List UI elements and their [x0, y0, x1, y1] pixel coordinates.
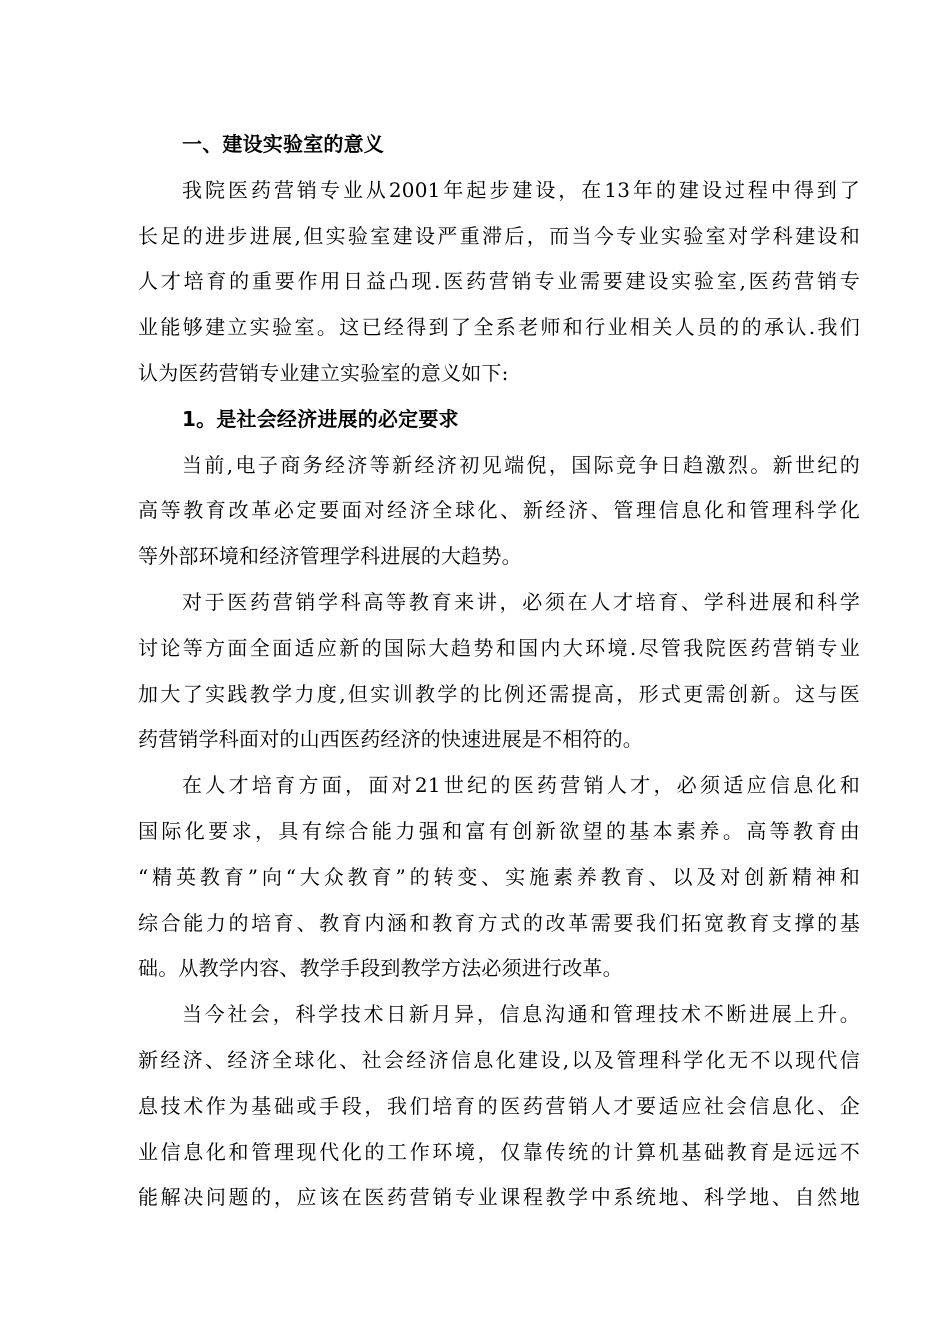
text-line: 息技术作为基础或手段，我们培育的医药营销人才要适应社会信息化、企: [138, 1093, 860, 1118]
paragraph-5: [138, 992, 860, 1221]
paragraph-3: [138, 580, 860, 763]
paragraph-4: [138, 763, 860, 992]
text-line: 国际化要求，具有综合能力强和富有创新欲望的基本素养。高等教育由: [138, 818, 860, 843]
text-line: 新经济、经济全球化、社会经济信息化建设,以及管理科学化无不以现代信: [138, 1047, 860, 1072]
text-line: 等外部环境和经济管理学科进展的大趋势。: [138, 544, 522, 569]
text-line: “精英教育”向“大众教育”的转变、实施素养教育、以及对创新精神和: [138, 864, 860, 889]
text-line: 业能够建立实验室。这已经得到了全系老师和行业相关人员的的承认.我们: [138, 315, 860, 340]
text-line: 药营销学科面对的山西医药经济的快速进展是不相符的。: [138, 727, 643, 752]
text-line: 当前,电子商务经济等新经济初见端倪，国际竞争日趋激烈。新世纪的: [182, 452, 860, 477]
text-line: 讨论等方面全面适应新的国际大趋势和国内大环境.尽管我院医药营销专业: [138, 635, 860, 660]
text-line: 础。从教学内容、教学手段到教学方法必须进行改革。: [138, 956, 623, 981]
text-line: 人才培育的重要作用日益凸现.医药营销专业需要建设实验室,医药营销专: [138, 269, 860, 294]
text-line: 综合能力的培育、教育内涵和教育方式的改革需要我们拓宽教育支撑的基: [138, 910, 860, 935]
text-line: 加大了实践教学力度,但实训教学的比例还需提高，形式更需创新。这与医: [138, 681, 860, 706]
section-heading: 一、建设实验室的意义: [182, 132, 384, 156]
document-page: [138, 122, 860, 1221]
text-line: 长足的进步进展,但实验室建设严重滞后，而当今专业实验室对学科建设和: [138, 223, 860, 248]
text-line: 认为医药营销专业建立实验室的意义如下:: [138, 360, 509, 385]
paragraph-2: [138, 443, 860, 580]
text-line: 业信息化和管理现代化的工作环境，仅靠传统的计算机基础教育是远远不: [138, 1139, 860, 1164]
paragraph-1: [138, 168, 860, 397]
text-line: 在人才培育方面，面对21世纪的医药营销人才，必须适应信息化和: [182, 773, 860, 798]
subsection-heading: 1。是社会经济进展的必定要求: [182, 406, 459, 431]
text-line: 高等教育改革必定要面对经济全球化、新经济、管理信息化和管理科学化: [138, 498, 860, 523]
text-line: 能解决问题的，应该在医药营销专业课程教学中系统地、科学地、自然地: [138, 1185, 860, 1210]
text-line: 我院医药营销专业从2001年起步建设，在13年的建设过程中得到了: [182, 177, 860, 202]
text-line: 当今社会，科学技术日新月异，信息沟通和管理技术不断进展上升。: [182, 1002, 860, 1027]
text-line: 对于医药营销学科高等教育来讲，必须在人才培育、学科进展和科学: [182, 589, 860, 614]
